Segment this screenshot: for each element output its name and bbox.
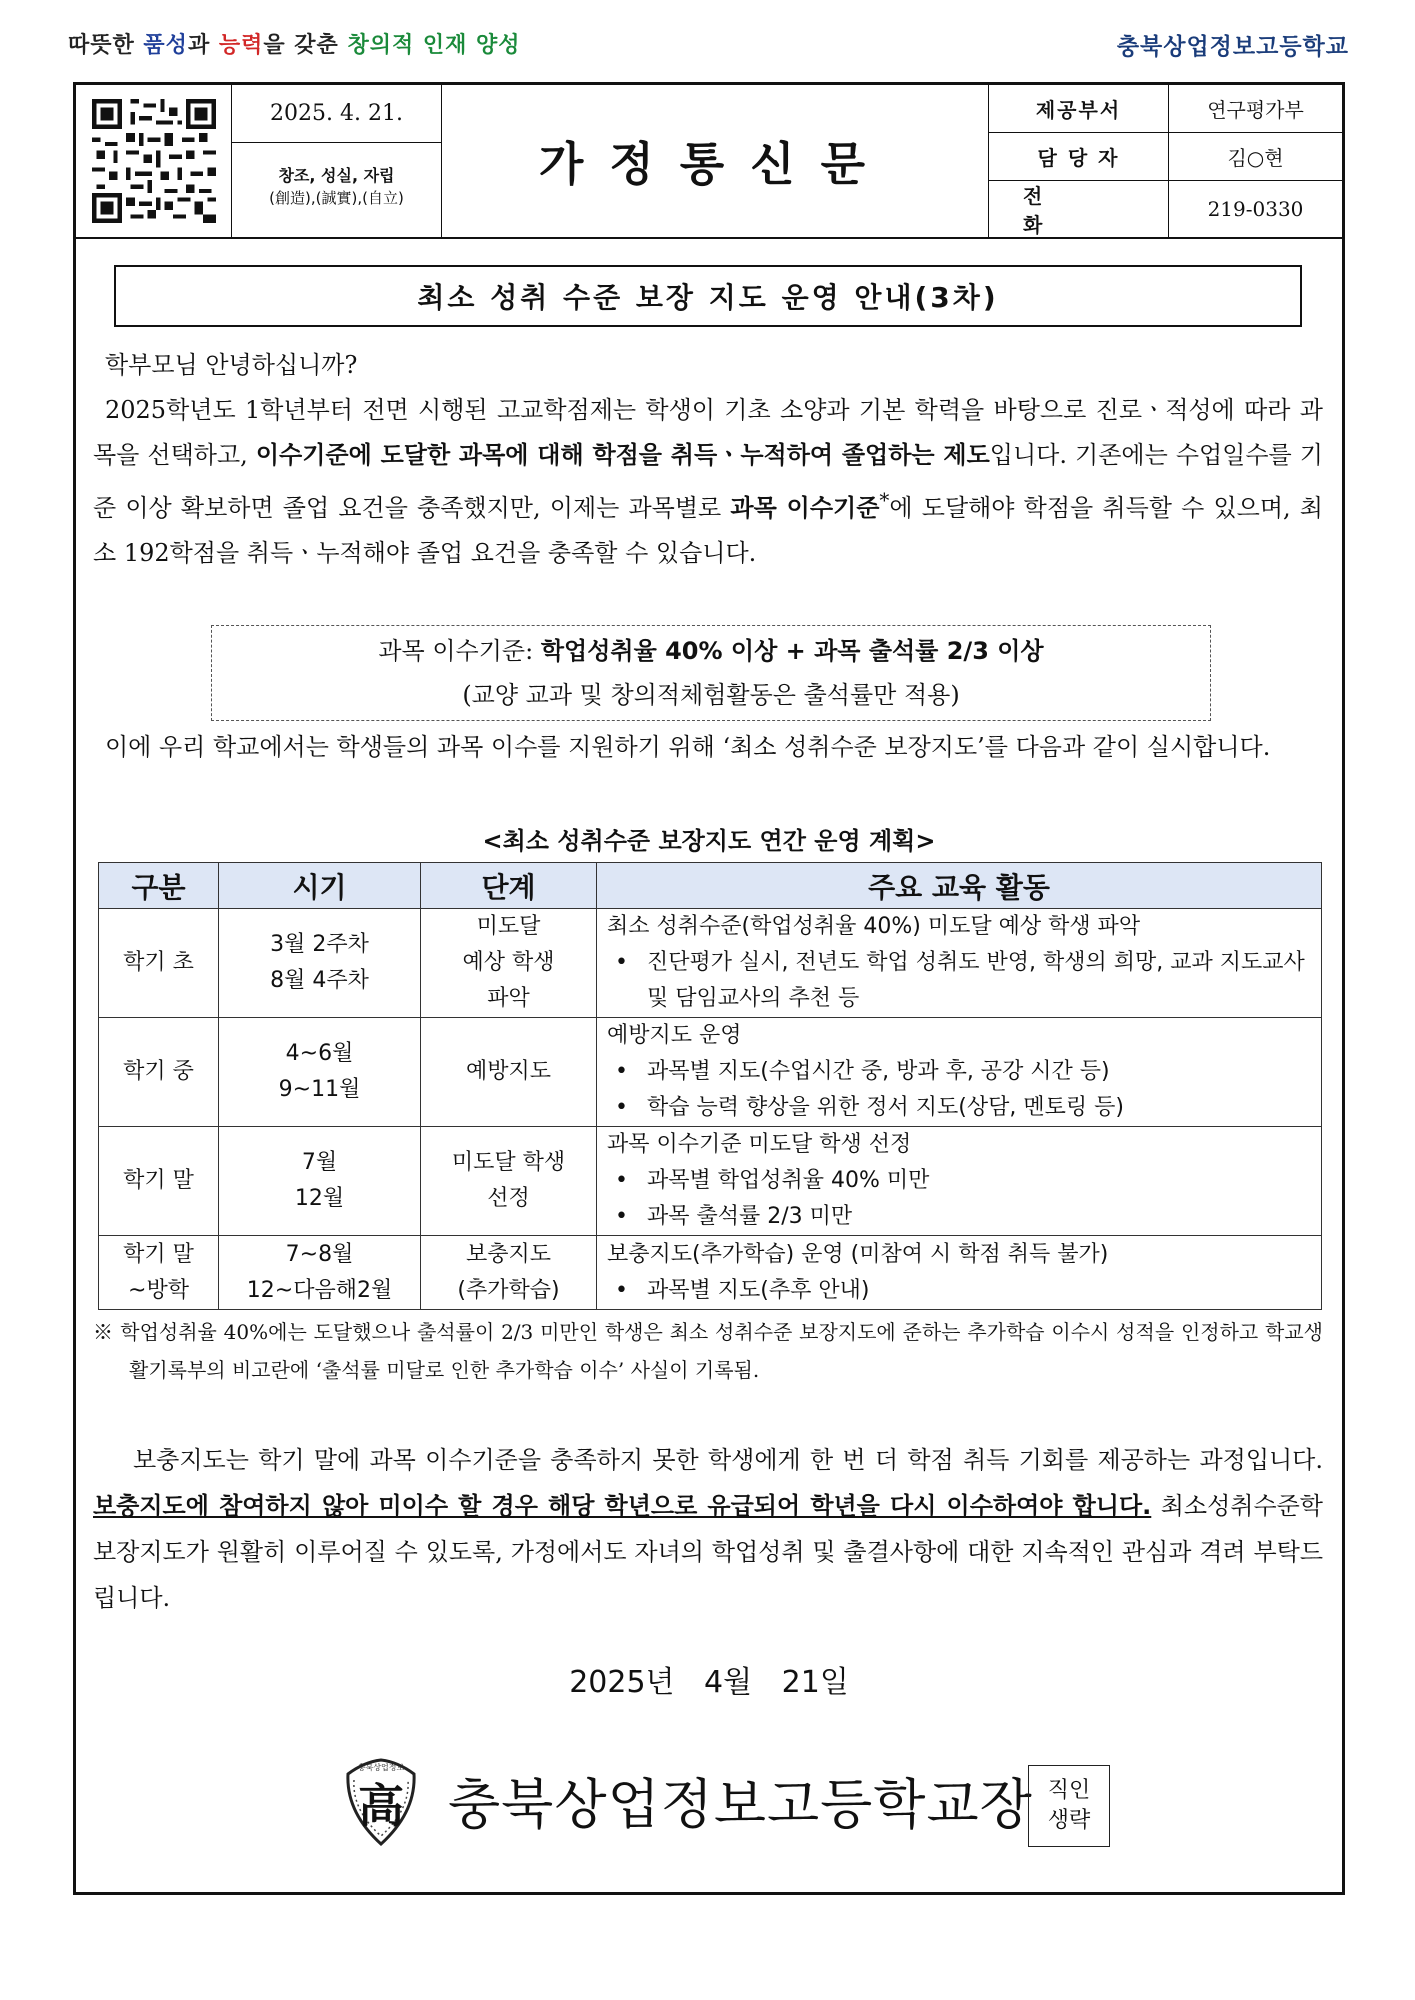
signature-block bbox=[338, 1750, 1033, 1850]
document-title: 가정통신문 bbox=[538, 137, 892, 191]
info-key: 전 화 bbox=[989, 181, 1169, 237]
paragraph-intro: 이에 우리 학교에서는 학생들의 과목 이수를 지원하기 위해 ‘최소 성취수준 보장지도’를 다음과 같이 실시합니다. bbox=[105, 733, 1271, 761]
cell-text: 7월 bbox=[301, 1150, 338, 1175]
text-run: 에 도달해야 학점을 취득할 수 있으며, 최소 192학점을 취득ㆍ누적해야 졸업 요건을 충족할 수 있습니다. bbox=[93, 494, 1323, 567]
greeting: 학부모님 안녕하십니까? bbox=[105, 351, 358, 379]
column-header: 단계 bbox=[421, 863, 597, 909]
plan-title: <최소 성취수준 보장지도 연간 운영 계획> bbox=[482, 827, 936, 855]
cell-category bbox=[99, 1236, 219, 1310]
column-header: 구분 bbox=[99, 863, 219, 909]
cell-text: 파악 bbox=[487, 986, 530, 1011]
activity-list bbox=[607, 1273, 1311, 1309]
slogan-part: 따뜻한 bbox=[68, 33, 144, 58]
info-row bbox=[989, 181, 1342, 237]
stamp-text: 직인 bbox=[1047, 1778, 1091, 1803]
issue-date: 2025. 4. 21. bbox=[232, 85, 441, 143]
list-item: • 과목별 지도(수업시간 중, 방과 후, 공강 시간 등) bbox=[607, 1054, 1311, 1090]
table-row bbox=[99, 1127, 1322, 1236]
list-item: • 진단평가 실시, 전년도 학업 성취도 반영, 학생의 희망, 교과 지도교사 및 담임교사의 추천 등 bbox=[607, 945, 1311, 1017]
info-value: 김○현 bbox=[1227, 146, 1284, 170]
table-row bbox=[99, 909, 1322, 1018]
cell-period bbox=[219, 1018, 421, 1127]
subject-title: 최소 성취 수준 보장 지도 운영 안내(3차) bbox=[114, 265, 1302, 327]
text-run: 입니다. 기존에는 수업일수를 기준 이상 확보하면 졸업 요건을 충족했지만, 이제는 과목별로 bbox=[93, 441, 1323, 522]
cell-period bbox=[219, 1236, 421, 1310]
seal-omitted-box bbox=[1028, 1765, 1110, 1847]
cell-text: 보충지도 bbox=[465, 1241, 551, 1267]
table-row bbox=[99, 1018, 1322, 1127]
activity-main: 최소 성취수준(학업성취율 40%) 미도달 예상 학생 파악 bbox=[607, 914, 1141, 939]
list-item: • 학습 능력 향상을 위한 정서 지도(상담, 멘토링 등) bbox=[607, 1090, 1311, 1126]
footnote-marker: * bbox=[879, 488, 890, 512]
activity-main: 보충지도(추가학습) 운영 (미참여 시 학점 취득 불가) bbox=[607, 1241, 1109, 1267]
info-key: 담 당 자 bbox=[989, 133, 1169, 180]
closing-date: 2025년 4월 21일 bbox=[569, 1665, 849, 1700]
cell-text: 학기 말 bbox=[123, 1168, 194, 1193]
cell-text: 7~8월 bbox=[285, 1241, 354, 1267]
stamp-text: 생략 bbox=[1047, 1808, 1091, 1833]
cell-period bbox=[219, 909, 421, 1018]
emblem-char: 高 bbox=[358, 1779, 404, 1833]
principal-title: 충북상업정보고등학교장 bbox=[448, 1772, 1033, 1836]
cell-text: 미도달 bbox=[476, 914, 541, 939]
activity-list bbox=[607, 1054, 1311, 1126]
emblem-ring-text: 충북상업정보 bbox=[357, 1763, 405, 1772]
qr-code[interactable] bbox=[76, 85, 232, 237]
cell-text: ~방학 bbox=[128, 1277, 189, 1303]
activity-main: 과목 이수기준 미도달 학생 선정 bbox=[607, 1132, 912, 1157]
text-run: 최소성취수준학 보장지도가 원활히 이루어질 수 있도록, 가정에서도 자녀의 학업성취 및 출결사항에 대한 지속적인 관심과 격려 부탁드립니다. bbox=[93, 1492, 1323, 1612]
school-slogan bbox=[68, 28, 521, 59]
text-run: 2025학년도 1학년부터 전면 시행된 고교학점제는 학생이 기초 소양과 기본 학력을 바탕으로 진로ㆍ적성에 따라 과목을 선택하고, bbox=[93, 396, 1323, 469]
footnote: ※ 학업성취율 40%에는 도달했으나 출석률이 2/3 미만인 학생은 최소 성취수준 보장지도에 준하는 추가학습 이수시 성적을 인정하고 학교생활기록부의 비고란에 ‘출석률 미달로 인한 추가학습 이수’ 사실이 기록됨. bbox=[93, 1320, 1323, 1382]
cell-text: 12~다음해2월 bbox=[246, 1277, 393, 1303]
cell-activity bbox=[597, 1127, 1322, 1236]
cell-text: 학기 말 bbox=[123, 1241, 194, 1267]
text-run-bold: 과목 이수기준 bbox=[730, 494, 880, 522]
cell-text: 9~11월 bbox=[278, 1077, 361, 1102]
cell-text: (추가학습) bbox=[457, 1277, 560, 1303]
slogan-part: 능력 bbox=[218, 33, 264, 58]
activity-list bbox=[607, 1163, 1311, 1235]
letter-frame bbox=[73, 82, 1345, 1895]
cell-stage bbox=[421, 1236, 597, 1310]
motto-text: 창조, 성실, 자립 bbox=[278, 166, 395, 185]
letter-header bbox=[76, 85, 1342, 239]
info-value: 219-0330 bbox=[1207, 197, 1304, 221]
cell-activity bbox=[597, 1018, 1322, 1127]
list-item: • 과목별 학업성취율 40% 미만 bbox=[607, 1163, 1311, 1199]
slogan-part: 품성 bbox=[143, 33, 188, 58]
cell-category bbox=[99, 1127, 219, 1236]
cell-stage bbox=[421, 1127, 597, 1236]
info-row bbox=[989, 85, 1342, 133]
slogan-part: 창의적 인재 양성 bbox=[347, 33, 521, 58]
table-header-row bbox=[99, 863, 1322, 909]
cell-text: 4~6월 bbox=[285, 1041, 354, 1066]
text-run: 보충지도는 학기 말에 과목 이수기준을 충족하지 못한 학생에게 한 번 더 학점 취득 기회를 제공하는 과정입니다. bbox=[133, 1446, 1323, 1474]
cell-text: 미도달 학생 bbox=[451, 1150, 566, 1175]
cell-text: 예상 학생 bbox=[462, 950, 555, 975]
table-row bbox=[99, 1236, 1322, 1310]
cell-text: 12월 bbox=[294, 1186, 345, 1211]
cell-text: 학기 초 bbox=[123, 950, 194, 975]
cell-period bbox=[219, 1127, 421, 1236]
cell-activity bbox=[597, 1236, 1322, 1310]
paragraph-main bbox=[93, 388, 1323, 576]
paragraph-closing bbox=[93, 1437, 1323, 1621]
cell-text: 학기 중 bbox=[123, 1059, 194, 1084]
cell-activity bbox=[597, 909, 1322, 1018]
slogan-part: 을 갖춘 bbox=[263, 33, 348, 58]
activity-list bbox=[607, 945, 1311, 1017]
criteria-value: 학업성취율 40% 이상 + 과목 출석률 2/3 이상 bbox=[540, 637, 1044, 665]
activity-main: 예방지도 운영 bbox=[607, 1023, 742, 1048]
criteria-note: (교양 교과 및 창의적체험활동은 출석률만 적용) bbox=[462, 681, 960, 709]
text-run-bold: 이수기준에 도달한 과목에 대해 학점을 취득ㆍ누적하여 졸업하는 제도 bbox=[255, 441, 990, 469]
info-key: 제공부서 bbox=[989, 85, 1169, 132]
list-item: • 과목 출석률 2/3 미만 bbox=[607, 1199, 1311, 1235]
cell-category bbox=[99, 1018, 219, 1127]
motto-hanja: (創造),(誠實),(自立) bbox=[269, 189, 404, 207]
cell-stage bbox=[421, 1018, 597, 1127]
school-emblem-icon bbox=[338, 1752, 424, 1848]
list-item: • 과목별 지도(추후 안내) bbox=[607, 1273, 1311, 1309]
contact-info-table bbox=[988, 85, 1342, 237]
criteria-box bbox=[211, 625, 1211, 721]
cell-category bbox=[99, 909, 219, 1018]
cell-text: 8월 4주차 bbox=[270, 968, 369, 993]
date-motto-box bbox=[232, 85, 442, 237]
school-name-header: 충북상업정보고등학교 bbox=[1116, 34, 1349, 60]
slogan-part: 과 bbox=[187, 33, 219, 58]
cell-text: 예방지도 bbox=[465, 1059, 551, 1084]
info-value: 연구평가부 bbox=[1207, 98, 1304, 122]
column-header: 주요 교육 활동 bbox=[597, 863, 1322, 909]
info-row bbox=[989, 133, 1342, 181]
cell-stage bbox=[421, 909, 597, 1018]
column-header: 시기 bbox=[219, 863, 421, 909]
cell-text: 3월 2주차 bbox=[270, 932, 369, 957]
text-run-underlined: 보충지도에 참여하지 않아 미이수 할 경우 해당 학년으로 유급되어 학년을 다시 이수하여야 합니다. bbox=[93, 1492, 1152, 1520]
criteria-label: 과목 이수기준: bbox=[378, 637, 541, 665]
plan-table bbox=[98, 862, 1322, 1310]
school-motto bbox=[232, 143, 441, 209]
criteria-line bbox=[212, 629, 1210, 673]
qr-code-icon bbox=[92, 99, 216, 223]
cell-text: 선정 bbox=[487, 1186, 530, 1211]
